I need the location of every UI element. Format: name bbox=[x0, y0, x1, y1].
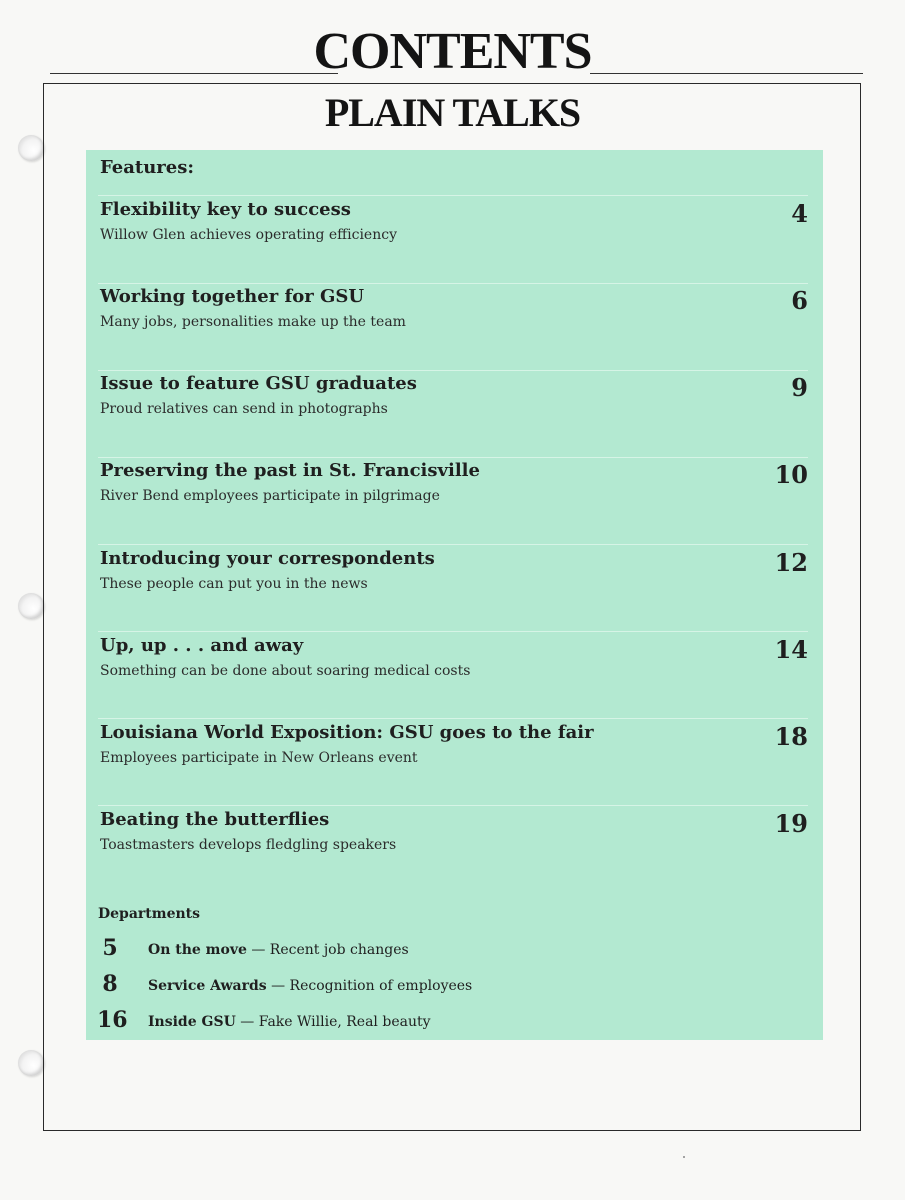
feature-page-number: 10 bbox=[774, 460, 808, 489]
feature-page-number: 14 bbox=[774, 635, 808, 664]
feature-page-number: 6 bbox=[791, 286, 808, 315]
department-line bbox=[148, 1014, 431, 1030]
feature-subtitle: Proud relatives can send in photographs bbox=[100, 401, 388, 417]
department-separator: — bbox=[266, 978, 290, 994]
feature-subtitle: Something can be done about soaring medical costs bbox=[100, 663, 471, 679]
publication-title: PLAIN TALKS bbox=[324, 90, 581, 135]
feature-title: Flexibility key to success bbox=[100, 199, 351, 220]
feature-subtitle: Many jobs, personalities make up the team bbox=[100, 314, 406, 330]
divider bbox=[98, 718, 808, 719]
divider bbox=[98, 195, 808, 196]
feature-subtitle: Toastmasters develops fledgling speakers bbox=[100, 837, 397, 853]
divider bbox=[98, 283, 808, 284]
feature-page-number: 12 bbox=[774, 548, 808, 577]
feature-page-number: 18 bbox=[774, 722, 808, 751]
departments-label: Departments bbox=[98, 906, 200, 922]
page-title: CONTENTS bbox=[313, 23, 592, 80]
department-separator: — bbox=[246, 942, 270, 958]
divider bbox=[98, 457, 808, 458]
binder-hole-middle bbox=[18, 593, 44, 619]
feature-title: Issue to feature GSU graduates bbox=[100, 373, 417, 394]
department-description: Recognition of employees bbox=[289, 978, 473, 994]
feature-title: Introducing your correspondents bbox=[100, 548, 435, 569]
department-line bbox=[148, 942, 409, 958]
feature-title: Up, up . . . and away bbox=[100, 635, 304, 656]
feature-title: Preserving the past in St. Francisville bbox=[100, 460, 480, 481]
divider bbox=[98, 544, 808, 545]
features-label: Features: bbox=[100, 157, 195, 178]
feature-subtitle: Employees participate in New Orleans event bbox=[100, 750, 418, 766]
feature-title: Working together for GSU bbox=[100, 286, 365, 307]
department-description: Recent job changes bbox=[269, 942, 409, 958]
feature-page-number: 9 bbox=[791, 373, 808, 402]
divider bbox=[98, 370, 808, 371]
feature-title: Beating the butterflies bbox=[100, 809, 330, 830]
department-page-number: 5 bbox=[102, 935, 118, 961]
feature-title: Louisiana World Exposition: GSU goes to the fair bbox=[100, 722, 594, 743]
department-page-number: 16 bbox=[97, 1007, 128, 1033]
feature-page-number: 19 bbox=[774, 809, 808, 838]
department-page-number: 8 bbox=[102, 971, 118, 997]
department-name: Service Awards bbox=[148, 978, 267, 994]
department-name: On the move bbox=[148, 942, 247, 958]
feature-subtitle: Willow Glen achieves operating efficiency bbox=[100, 227, 397, 243]
department-name: Inside GSU bbox=[148, 1014, 236, 1030]
feature-page-number: 4 bbox=[791, 199, 808, 228]
department-line bbox=[148, 978, 472, 994]
binder-hole-bottom bbox=[18, 1050, 44, 1076]
feature-subtitle: These people can put you in the news bbox=[100, 576, 368, 592]
divider bbox=[98, 631, 808, 632]
binder-hole-top bbox=[18, 135, 44, 161]
feature-subtitle: River Bend employees participate in pilgrimage bbox=[100, 488, 440, 504]
department-separator: — bbox=[235, 1014, 259, 1030]
divider bbox=[98, 805, 808, 806]
paper-speck bbox=[683, 1156, 685, 1158]
department-description: Fake Willie, Real beauty bbox=[258, 1014, 431, 1030]
